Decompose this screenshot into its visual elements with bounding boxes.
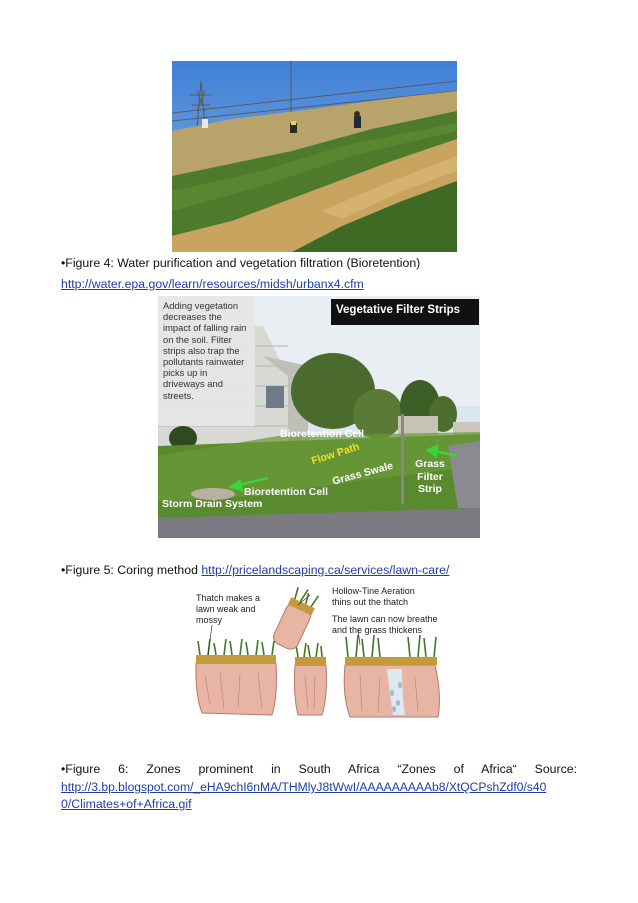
figure-5-link[interactable]: http://pricelandscaping.ca/services/lawn-care/: [201, 563, 450, 577]
note-line: driveways and: [163, 378, 223, 390]
figure-4-link[interactable]: http://water.epa.gov/learn/resources/midsh/urbanx4.cfm: [61, 277, 364, 291]
aeration-label: [332, 586, 415, 608]
note-line: picks up in: [163, 367, 208, 379]
grass-swale-label: Grass Swale: [331, 459, 395, 488]
breathe-label-line: The lawn can now breathe: [332, 614, 438, 624]
aeration-label-line: thins out the thatch: [332, 597, 409, 607]
storm-drain-system-label: Storm Drain System: [162, 498, 263, 510]
aeration-label-line: Hollow-Tine Aeration: [332, 586, 415, 596]
thatch-label-line: mossy: [196, 615, 223, 625]
flow-path-label: Flow Path: [310, 440, 361, 468]
note-line: pollutants rainwater: [163, 356, 245, 368]
figure-6-link-line-2[interactable]: 0/Climates+of+Africa.gif: [61, 797, 192, 811]
vegetative-filter-strips-title: Vegetative Filter Strips: [336, 304, 460, 316]
figure-5-caption-text: •Figure 5: Coring method: [61, 563, 202, 577]
hillside-photo: [172, 61, 457, 252]
grass-filter-strip-line: Grass: [415, 458, 445, 470]
note-line: on the soil. Filter: [163, 333, 232, 345]
thatch-label-line: lawn weak and: [196, 604, 256, 614]
note-line: strips also trap the: [163, 344, 240, 356]
grass-filter-strip-line: Strip: [418, 483, 442, 495]
note-line: Adding vegetation: [163, 300, 239, 311]
bioretention-note: [163, 300, 255, 401]
bioretention-cell-lower-label: Bioretention Cell: [244, 486, 329, 498]
thatch-label: [196, 593, 260, 626]
note-line: decreases the: [163, 311, 222, 323]
breathe-label-line: and the grass thickens: [332, 625, 423, 635]
grass-filter-strip-label: [413, 458, 447, 496]
thatch-label-line: Thatch makes a: [196, 593, 261, 603]
grass-filter-strip-line: Filter: [417, 470, 443, 483]
figure-5-caption: [61, 563, 449, 578]
breathe-label: [332, 614, 438, 636]
figure-4-caption: •Figure 4: Water purification and vegetation filtration (Bioretention): [61, 256, 421, 270]
figure-6-caption: •Figure 6: Zones prominent in South Africa “Zones of Africa“ Source:: [61, 762, 577, 776]
bioretention-cell-upper-label: Bioretention Cell: [280, 428, 365, 440]
note-line: impact of falling rain: [163, 322, 247, 334]
figure-6-link-line-1[interactable]: http://3.bp.blogspot.com/_eHA9chI6nMA/THMlyJ8tWwI/AAAAAAAAAb8/XtQCPshZdf0/s40: [61, 780, 547, 794]
note-line: streets.: [163, 389, 194, 401]
